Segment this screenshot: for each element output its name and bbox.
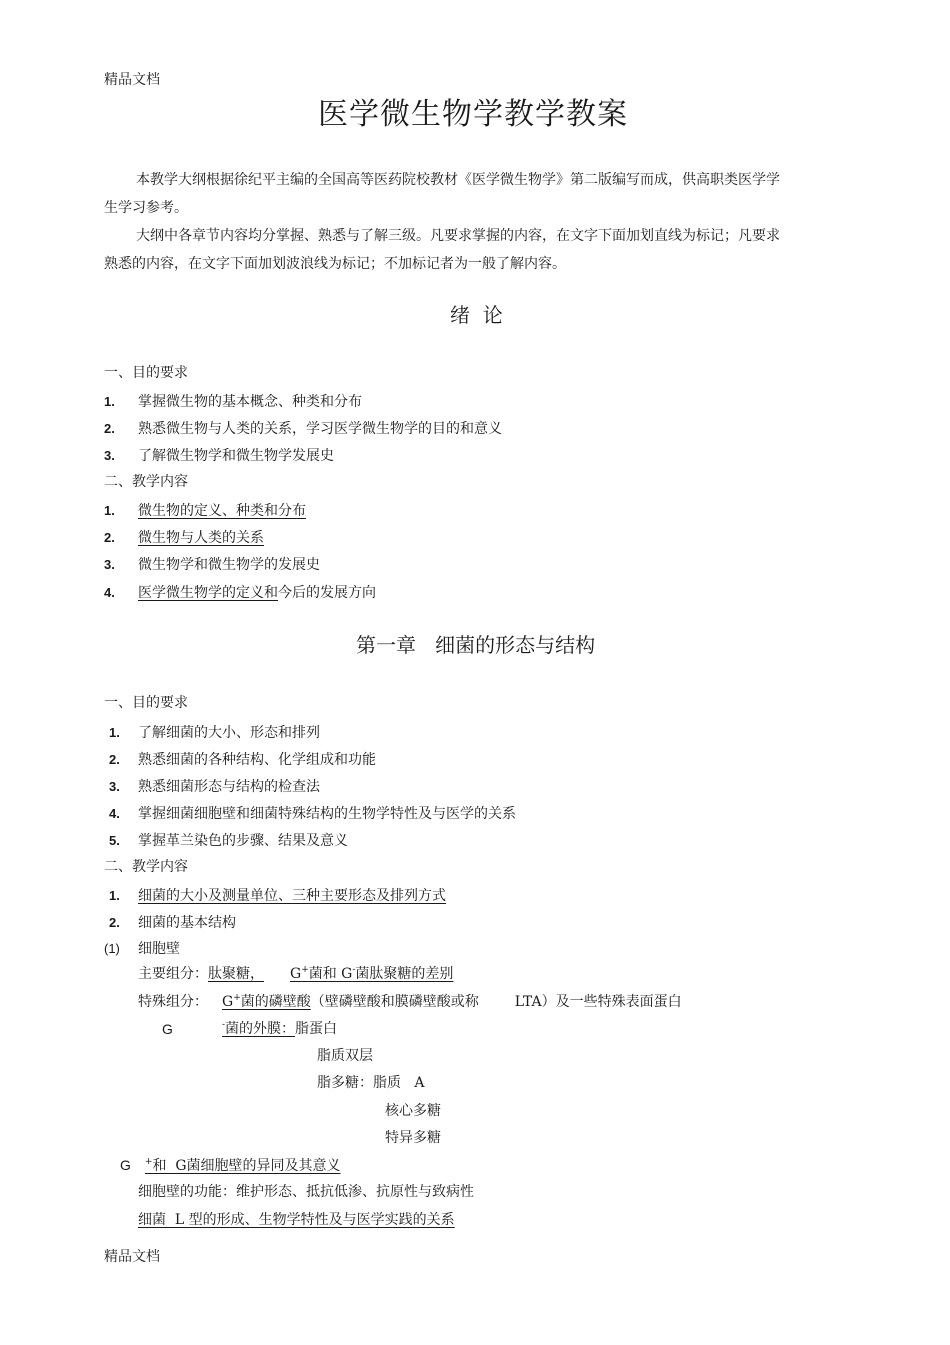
outer-membrane-label	[222, 1021, 295, 1037]
sub-item-title: 细胞壁	[138, 941, 180, 957]
intro-paragraph-1: 本教学大纲根据徐纪平主编的全国高等医药院校教材《医学微生物学》第二版编写而成，供高职类医学学生学习参考。	[104, 172, 780, 216]
list-item-plain-part: 今后的发展方向	[278, 585, 376, 601]
list-number: 3.	[104, 448, 115, 463]
list-number: 3.	[104, 557, 115, 572]
superscript: -	[352, 965, 356, 975]
list-number: 2.	[109, 752, 120, 767]
sub-item-number: (1)	[104, 941, 120, 956]
compare-g: G	[120, 1157, 131, 1173]
list-item: 微生物的定义、种类和分布	[138, 503, 306, 519]
outer-membrane-line	[222, 1022, 337, 1036]
difference-text: 菌肽聚糖的差别	[355, 966, 454, 982]
teichoic-detail: （壁磷壁酸和膜磷壁酸或称	[310, 994, 479, 1010]
gram-text: 菌和 G	[308, 966, 353, 982]
list-number: 5.	[109, 833, 120, 848]
content-title: 二、教学内容	[104, 859, 188, 875]
lps-line	[317, 1076, 424, 1090]
l-form-text: 细菌 L 型的形成、生物学特性及与医学实践的关系	[138, 1212, 455, 1228]
list-item: 熟悉细菌的各种结构、化学组成和功能	[138, 752, 376, 768]
lipid-bilayer-text: 脂质双层	[317, 1048, 373, 1064]
list-item: 熟悉细菌形态与结构的检查法	[138, 779, 320, 795]
list-number: 1.	[109, 725, 120, 740]
list-item: 掌握革兰染色的步骤、结果及意义	[138, 833, 348, 849]
objectives-title: 一、目的要求	[104, 695, 188, 711]
special-component-line	[138, 995, 682, 1009]
list-item: 掌握细菌细胞壁和细菌特殊结构的生物学特性及与医学的关系	[138, 806, 516, 822]
section-heading-introduction: 绪 论	[450, 303, 503, 327]
list-item: 掌握微生物的基本概念、种类和分布	[138, 394, 362, 410]
intro-paragraph-2: 大纲中各章节内容均分掌握、熟悉与了解三级。凡要求掌握的内容，在文字下面加划直线为标记；凡要求熟悉的内容，在文字下面加划波浪线为标记；不加标记者为一般了解内容。	[104, 228, 780, 272]
cell-wall-function: 细胞壁的功能：维护形态、抵抗低渗、抗原性与致病性	[138, 1184, 474, 1200]
superscript: +	[144, 1157, 153, 1167]
list-number: 4.	[109, 806, 120, 821]
peptidoglycan-text: 肽聚糖，	[208, 966, 264, 982]
core-polysaccharide-text: 核心多糖	[385, 1103, 441, 1119]
lipoprotein-text: 脂蛋白	[295, 1021, 338, 1037]
special-component-label: 特殊组分：	[138, 994, 208, 1010]
list-number: 1.	[104, 394, 115, 409]
page-footer: 精品文档	[104, 1249, 160, 1265]
lipid-a-text: 脂质 A	[373, 1075, 425, 1091]
gram-positive-g: G	[290, 966, 302, 982]
main-component-line	[138, 967, 463, 981]
list-number: 2.	[104, 530, 115, 545]
superscript: -	[222, 1020, 226, 1030]
list-number: 2.	[104, 421, 115, 436]
list-number: 1.	[109, 888, 120, 903]
list-number: 3.	[109, 779, 120, 794]
list-item: 细菌的基本结构	[138, 915, 236, 931]
superscript: +	[301, 965, 309, 975]
page-header: 精品文档	[104, 72, 160, 88]
list-number: 1.	[104, 503, 115, 518]
compare-text-body: 和 G菌细胞壁的异同及其意义	[152, 1158, 341, 1174]
superscript: +	[233, 993, 241, 1003]
compare-text	[131, 1158, 361, 1174]
main-component-value	[208, 966, 463, 982]
document-title: 医学微生物学教学教案	[318, 97, 628, 132]
teichoic-label: 菌的磷壁酸	[240, 994, 311, 1010]
list-item: 细菌的大小及测量单位、三种主要形态及排列方式	[138, 888, 446, 904]
list-item	[138, 586, 376, 600]
main-component-label: 主要组分：	[138, 966, 208, 982]
outer-membrane-text: 菌的外膜：	[225, 1021, 296, 1037]
list-item: 微生物学和微生物学的发展史	[138, 557, 320, 573]
list-item: 微生物与人类的关系	[138, 530, 264, 546]
compare-line	[120, 1158, 361, 1173]
lps-label: 脂多糖：	[317, 1075, 373, 1091]
content-title: 二、教学内容	[104, 474, 188, 490]
gram-negative-g: G	[162, 1021, 173, 1037]
list-item-underlined-part: 医学微生物学的定义和	[138, 585, 278, 601]
chapter-heading: 第一章 细菌的形态与结构	[356, 633, 596, 657]
objectives-title: 一、目的要求	[104, 365, 188, 381]
lta-text: LTA）及一些特殊表面蛋白	[514, 994, 682, 1010]
o-polysaccharide-text: 特异多糖	[385, 1130, 441, 1146]
list-item: 了解细菌的大小、形态和排列	[138, 725, 320, 741]
gram-g: G	[222, 994, 234, 1010]
list-item: 熟悉微生物与人类的关系，学习医学微生物学的目的和意义	[138, 421, 502, 437]
list-number: 2.	[109, 915, 120, 930]
list-number: 4.	[104, 585, 115, 600]
list-item: 了解微生物学和微生物学发展史	[138, 448, 334, 464]
teichoic-acid-text	[222, 994, 311, 1010]
